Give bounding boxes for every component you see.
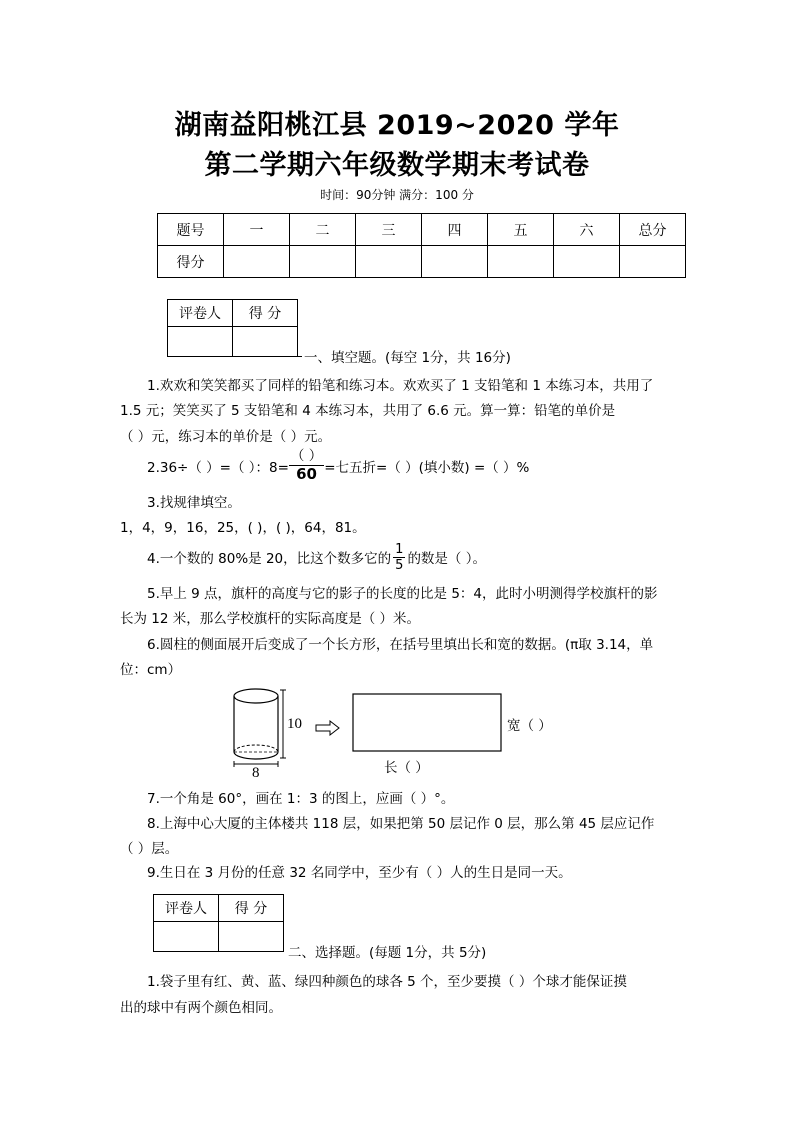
score-cell[interactable] [290, 246, 356, 278]
q4-denominator: 5 [395, 557, 404, 573]
grader-cell[interactable] [154, 922, 219, 952]
score-cell[interactable] [554, 246, 620, 278]
section-underline [297, 356, 302, 357]
q4-fraction [393, 543, 405, 572]
q8-line2: （ ）层。 [120, 841, 179, 857]
q1-line3: （ ）元，练习本的单价是（ ）元。 [120, 429, 332, 445]
score-cell[interactable] [224, 246, 290, 278]
unfold-arrow-icon [316, 721, 339, 735]
s2-q1-line1: 1.袋子里有红、黄、蓝、绿四种颜色的球各 5 个，至少要摸（ ）个球才能保证摸 [147, 974, 627, 990]
score-table-header-row [158, 214, 686, 246]
grader-cell[interactable] [168, 327, 233, 357]
section1-header: 一、填空题。(每空 1分，共 16分) [304, 350, 511, 366]
grader-label: 评卷人 [154, 895, 219, 922]
height-label: 10 [287, 716, 302, 732]
q4-numerator: 1 [395, 541, 404, 557]
grader-score-cell[interactable] [233, 327, 298, 357]
q1-line1: 1.欢欢和笑笑都买了同样的铅笔和练习本。欢欢买了 1 支铅笔和 1 本练习本，共用了 [147, 378, 654, 394]
cylinder-top-ellipse [234, 689, 278, 703]
score-header-cell: 总分 [620, 214, 686, 246]
score-cell[interactable] [488, 246, 554, 278]
width-blank-label: 宽（ ） [507, 718, 552, 734]
exam-title-line2: 第二学期六年级数学期末考试卷 [204, 150, 590, 181]
q6-line1: 6.圆柱的侧面展开后变成了一个长方形，在括号里填出长和宽的数据。(π取 3.14，单 [147, 637, 654, 653]
q8-line1: 8.上海中心大厦的主体楼共 118 层，如果把第 50 层记作 0 层，那么第 45 层应记作 [147, 816, 655, 832]
score-cell[interactable] [620, 246, 686, 278]
q2-line [147, 446, 529, 486]
q3-line2: 1，4，9，16，25，( )，( )，64，81。 [120, 520, 366, 536]
score-header-cell: 五 [488, 214, 554, 246]
q2-denominator: 60 [296, 464, 317, 483]
cylinder-unfold-figure [225, 682, 525, 780]
score-header-cell: 一 [224, 214, 290, 246]
q4-text-a: 4.一个数的 80%是 20，比这个数多它的 [147, 551, 392, 567]
q5-line1: 5.早上 9 点，旗杆的高度与它的影子的长度的比是 5：4，此时小明测得学校旗杆的影 [147, 586, 658, 602]
q4-text-b: 的数是（ ）。 [407, 551, 486, 567]
grader-score-label: 得 分 [233, 300, 298, 327]
score-row-label: 得分 [158, 246, 224, 278]
grader-box-section2 [153, 894, 284, 952]
cylinder-bottom-back [234, 745, 278, 752]
q2-fraction [289, 450, 324, 482]
score-header-cell: 三 [356, 214, 422, 246]
grader-label: 评卷人 [168, 300, 233, 327]
q2-text-b: =七五折=（ ）(填小数) =（ ）% [324, 460, 530, 476]
grader-score-label: 得 分 [219, 895, 284, 922]
q4-line [147, 540, 486, 574]
diameter-label: 8 [252, 765, 260, 780]
grader-score-cell[interactable] [219, 922, 284, 952]
score-header-cell: 四 [422, 214, 488, 246]
grader-box-section1 [167, 299, 298, 357]
exam-info: 时间：90分钟 满分：100 分 [320, 188, 474, 202]
length-blank-label: 长（ ） [384, 760, 429, 776]
q3-line1: 3.找规律填空。 [147, 495, 241, 511]
q9-line: 9.生日在 3 月份的任意 32 名同学中，至少有（ ）人的生日是同一天。 [147, 865, 572, 881]
score-cell[interactable] [422, 246, 488, 278]
exam-title-line1: 湖南益阳桃江县 2019~2020 学年 [174, 110, 620, 141]
q6-line2: 位：cm） [120, 662, 182, 678]
cylinder-bottom-front [234, 752, 278, 759]
section2-header: 二、选择题。(每题 1分，共 5分) [288, 945, 487, 961]
score-table-score-row [158, 246, 686, 278]
score-header-cell: 六 [554, 214, 620, 246]
unfolded-rectangle [353, 694, 501, 751]
q7-line: 7.一个角是 60°，画在 1：3 的图上，应画（ ）°。 [147, 791, 455, 807]
q5-line2: 长为 12 米，那么学校旗杆的实际高度是（ ）米。 [120, 611, 421, 627]
score-header-cell: 题号 [158, 214, 224, 246]
score-cell[interactable] [356, 246, 422, 278]
q1-line2: 1.5 元；笑笑买了 5 支铅笔和 4 本练习本，共用了 6.6 元。算一算：铅笔的单价是 [120, 403, 616, 419]
score-table [157, 213, 686, 278]
score-header-cell: 二 [290, 214, 356, 246]
s2-q1-line2: 出的球中有两个颜色相同。 [120, 1000, 282, 1016]
q2-numerator: （ ） [290, 448, 323, 465]
q2-text-a: 2.36÷（ ）=（ ）：8= [147, 460, 289, 476]
